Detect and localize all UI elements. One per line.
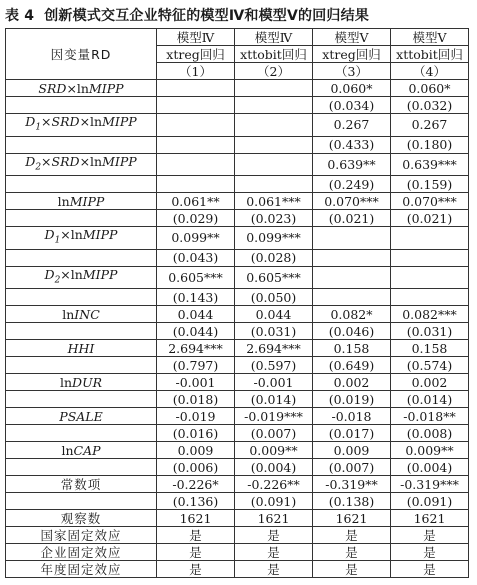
footer-label-cell xyxy=(6,544,157,561)
empty-label-cell xyxy=(6,357,157,374)
regression-table xyxy=(5,28,469,578)
variable-label: lnINC xyxy=(62,306,100,322)
std-error-cell xyxy=(157,97,235,114)
coef-cell: -0.001 xyxy=(157,374,235,391)
coef-cell: -0.018** xyxy=(391,408,469,425)
footer-row xyxy=(6,527,469,544)
footer-row xyxy=(6,510,469,527)
empty-label-cell xyxy=(6,459,157,476)
coef-row xyxy=(6,193,469,210)
std-error-cell: (0.031) xyxy=(391,323,469,340)
dep-var-label: 因变量RD xyxy=(50,46,112,62)
variable-cell xyxy=(6,114,157,137)
footer-value-cell: 是 xyxy=(313,561,391,578)
std-error-cell: (0.249) xyxy=(313,176,391,193)
variable-cell xyxy=(6,408,157,425)
coef-row xyxy=(6,374,469,391)
header-col-number: （4） xyxy=(391,63,469,80)
coef-cell xyxy=(391,266,469,289)
header-row-models xyxy=(6,29,469,46)
coef-cell: -0.019 xyxy=(157,408,235,425)
variable-label: lnCAP xyxy=(61,442,101,458)
std-error-row xyxy=(6,391,469,408)
coef-cell: 0.009 xyxy=(313,442,391,459)
std-error-cell: (0.050) xyxy=(235,289,313,306)
std-error-cell: (0.136) xyxy=(157,493,235,510)
std-error-cell: (0.091) xyxy=(235,493,313,510)
coef-cell: 0.099** xyxy=(157,227,235,250)
std-error-cell: (0.043) xyxy=(157,249,235,266)
variable-label: lnDUR xyxy=(59,374,103,390)
header-model: 模型Ⅴ xyxy=(313,29,391,46)
footer-label: 国家固定效应 xyxy=(40,527,122,543)
coef-cell: 0.044 xyxy=(157,306,235,323)
footer-value-cell: 是 xyxy=(313,544,391,561)
coef-row xyxy=(6,340,469,357)
coef-cell: 0.009** xyxy=(391,442,469,459)
coef-cell: 0.002 xyxy=(391,374,469,391)
header-method: xttobit回归 xyxy=(391,46,469,63)
std-error-row xyxy=(6,459,469,476)
std-error-row xyxy=(6,425,469,442)
std-error-cell: (0.004) xyxy=(235,459,313,476)
std-error-cell: (0.021) xyxy=(313,210,391,227)
coef-row xyxy=(6,266,469,289)
coef-cell: -0.018 xyxy=(313,408,391,425)
std-error-cell: (0.006) xyxy=(157,459,235,476)
coef-cell: 2.694*** xyxy=(235,340,313,357)
header-method: xtreg回归 xyxy=(313,46,391,63)
std-error-cell: (0.016) xyxy=(157,425,235,442)
std-error-cell: (0.023) xyxy=(235,210,313,227)
std-error-row xyxy=(6,249,469,266)
empty-label-cell xyxy=(6,249,157,266)
std-error-row xyxy=(6,493,469,510)
coef-row xyxy=(6,114,469,137)
footer-row xyxy=(6,544,469,561)
std-error-cell: (0.019) xyxy=(313,391,391,408)
coef-cell: 0.009** xyxy=(235,442,313,459)
coef-cell: -0.319** xyxy=(313,476,391,493)
coef-row xyxy=(6,80,469,97)
empty-label-cell xyxy=(6,391,157,408)
std-error-cell: (0.018) xyxy=(157,391,235,408)
empty-label-cell xyxy=(6,136,157,153)
coef-cell: 0.605*** xyxy=(235,266,313,289)
variable-cell xyxy=(6,374,157,391)
coef-cell xyxy=(157,153,235,176)
variable-cell xyxy=(6,153,157,176)
coef-row xyxy=(6,442,469,459)
footer-value-cell: 是 xyxy=(235,561,313,578)
empty-label-cell xyxy=(6,425,157,442)
footer-label-cell xyxy=(6,510,157,527)
coef-cell: -0.001 xyxy=(235,374,313,391)
coef-row xyxy=(6,408,469,425)
std-error-cell: (0.159) xyxy=(391,176,469,193)
variable-cell xyxy=(6,80,157,97)
coef-cell: 0.082* xyxy=(313,306,391,323)
std-error-row xyxy=(6,357,469,374)
empty-label-cell xyxy=(6,289,157,306)
header-model: 模型Ⅴ xyxy=(391,29,469,46)
footer-value-cell: 1621 xyxy=(157,510,235,527)
coef-cell: 0.060* xyxy=(391,80,469,97)
coef-row xyxy=(6,153,469,176)
std-error-cell xyxy=(391,289,469,306)
coef-cell: -0.226** xyxy=(235,476,313,493)
coef-cell xyxy=(157,114,235,137)
footer-label: 企业固定效应 xyxy=(40,544,122,560)
header-col-number: （2） xyxy=(235,63,313,80)
std-error-row xyxy=(6,323,469,340)
header-model: 模型Ⅳ xyxy=(157,29,235,46)
coef-cell: 0.070*** xyxy=(391,193,469,210)
empty-label-cell xyxy=(6,176,157,193)
footer-row xyxy=(6,561,469,578)
coef-cell xyxy=(235,80,313,97)
dep-var-label-cell xyxy=(6,29,157,80)
header-col-number: （3） xyxy=(313,63,391,80)
std-error-cell xyxy=(235,136,313,153)
header-method: xtreg回归 xyxy=(157,46,235,63)
std-error-cell: (0.433) xyxy=(313,136,391,153)
coef-cell: 0.639*** xyxy=(391,153,469,176)
variable-label: $D_2\times SRD\times lnMIPP$ xyxy=(25,153,137,172)
std-error-row xyxy=(6,136,469,153)
table-title xyxy=(5,6,469,28)
coef-cell xyxy=(235,114,313,137)
coef-cell: 0.267 xyxy=(313,114,391,137)
coef-row xyxy=(6,476,469,493)
std-error-cell xyxy=(391,249,469,266)
std-error-row xyxy=(6,210,469,227)
std-error-cell: (0.017) xyxy=(313,425,391,442)
std-error-cell: (0.004) xyxy=(391,459,469,476)
header-col-number: （1） xyxy=(157,63,235,80)
variable-cell xyxy=(6,193,157,210)
std-error-cell: (0.597) xyxy=(235,357,313,374)
std-error-cell xyxy=(157,176,235,193)
header-method: xttobit回归 xyxy=(235,46,313,63)
variable-cell xyxy=(6,476,157,493)
variable-label: 常数项 xyxy=(60,476,102,492)
std-error-cell: (0.044) xyxy=(157,323,235,340)
footer-value-cell: 1621 xyxy=(313,510,391,527)
coef-row xyxy=(6,306,469,323)
footer-label: 观察数 xyxy=(60,510,102,526)
std-error-row xyxy=(6,289,469,306)
footer-value-cell: 是 xyxy=(391,544,469,561)
footer-value-cell: 是 xyxy=(391,527,469,544)
coef-cell: 0.060* xyxy=(313,80,391,97)
std-error-cell: (0.014) xyxy=(391,391,469,408)
std-error-cell: (0.138) xyxy=(313,493,391,510)
variable-cell xyxy=(6,227,157,250)
coef-cell: 0.009 xyxy=(157,442,235,459)
coef-cell: -0.319*** xyxy=(391,476,469,493)
std-error-row xyxy=(6,97,469,114)
variable-label: lnMIPP xyxy=(57,193,105,209)
coef-cell xyxy=(313,227,391,250)
variable-cell xyxy=(6,306,157,323)
std-error-cell: (0.014) xyxy=(235,391,313,408)
footer-label: 年度固定效应 xyxy=(40,561,122,577)
std-error-cell: (0.007) xyxy=(235,425,313,442)
std-error-cell: (0.008) xyxy=(391,425,469,442)
footer-value-cell: 1621 xyxy=(391,510,469,527)
std-error-cell: (0.574) xyxy=(391,357,469,374)
footer-label-cell xyxy=(6,561,157,578)
std-error-cell: (0.032) xyxy=(391,97,469,114)
footer-value-cell: 是 xyxy=(313,527,391,544)
std-error-cell: (0.091) xyxy=(391,493,469,510)
std-error-cell xyxy=(235,97,313,114)
empty-label-cell xyxy=(6,323,157,340)
variable-cell xyxy=(6,442,157,459)
footer-value-cell: 是 xyxy=(391,561,469,578)
coef-cell: 2.694*** xyxy=(157,340,235,357)
coef-cell: 0.267 xyxy=(391,114,469,137)
coef-cell xyxy=(157,80,235,97)
coef-cell: 0.639** xyxy=(313,153,391,176)
coef-cell xyxy=(235,153,313,176)
footer-value-cell: 是 xyxy=(235,544,313,561)
std-error-cell: (0.180) xyxy=(391,136,469,153)
std-error-cell xyxy=(313,249,391,266)
std-error-cell xyxy=(157,136,235,153)
coef-cell: 0.061** xyxy=(157,193,235,210)
coef-cell: 0.002 xyxy=(313,374,391,391)
coef-cell: 0.082*** xyxy=(391,306,469,323)
coef-cell: -0.019*** xyxy=(235,408,313,425)
coef-cell xyxy=(313,266,391,289)
coef-cell: 0.099*** xyxy=(235,227,313,250)
footer-label-cell xyxy=(6,527,157,544)
std-error-cell: (0.031) xyxy=(235,323,313,340)
footer-value-cell: 是 xyxy=(157,527,235,544)
footer-value-cell: 是 xyxy=(157,544,235,561)
std-error-cell xyxy=(313,289,391,306)
std-error-cell: (0.007) xyxy=(313,459,391,476)
header-model: 模型Ⅳ xyxy=(235,29,313,46)
variable-label: HHI xyxy=(67,340,95,356)
std-error-cell: (0.143) xyxy=(157,289,235,306)
footer-value-cell: 1621 xyxy=(235,510,313,527)
coef-row xyxy=(6,227,469,250)
table-number: 表 4 xyxy=(5,8,35,24)
std-error-row xyxy=(6,176,469,193)
footer-value-cell: 是 xyxy=(235,527,313,544)
variable-label: $D_1\times SRD\times lnMIPP$ xyxy=(25,114,137,133)
std-error-cell: (0.028) xyxy=(235,249,313,266)
variable-label: $D_1\times lnMIPP$ xyxy=(44,227,118,246)
coef-cell: 0.070*** xyxy=(313,193,391,210)
std-error-cell: (0.649) xyxy=(313,357,391,374)
std-error-cell: (0.797) xyxy=(157,357,235,374)
std-error-cell: (0.021) xyxy=(391,210,469,227)
empty-label-cell xyxy=(6,493,157,510)
coef-cell: -0.226* xyxy=(157,476,235,493)
variable-cell xyxy=(6,340,157,357)
coef-cell: 0.158 xyxy=(313,340,391,357)
table-caption: 创新模式交互企业特征的模型Ⅳ和模型Ⅴ的回归结果 xyxy=(44,8,370,24)
std-error-cell: (0.029) xyxy=(157,210,235,227)
coef-cell: 0.605*** xyxy=(157,266,235,289)
coef-cell: 0.061*** xyxy=(235,193,313,210)
empty-label-cell xyxy=(6,97,157,114)
std-error-cell: (0.034) xyxy=(313,97,391,114)
coef-cell: 0.044 xyxy=(235,306,313,323)
variable-label: $D_2\times lnMIPP$ xyxy=(44,266,118,285)
empty-label-cell xyxy=(6,210,157,227)
std-error-cell xyxy=(235,176,313,193)
variable-label: SRD×lnMIPP xyxy=(38,80,124,96)
footer-value-cell: 是 xyxy=(157,561,235,578)
std-error-cell: (0.046) xyxy=(313,323,391,340)
coef-cell xyxy=(391,227,469,250)
coef-cell: 0.158 xyxy=(391,340,469,357)
variable-cell xyxy=(6,266,157,289)
variable-label: PSALE xyxy=(59,408,103,424)
